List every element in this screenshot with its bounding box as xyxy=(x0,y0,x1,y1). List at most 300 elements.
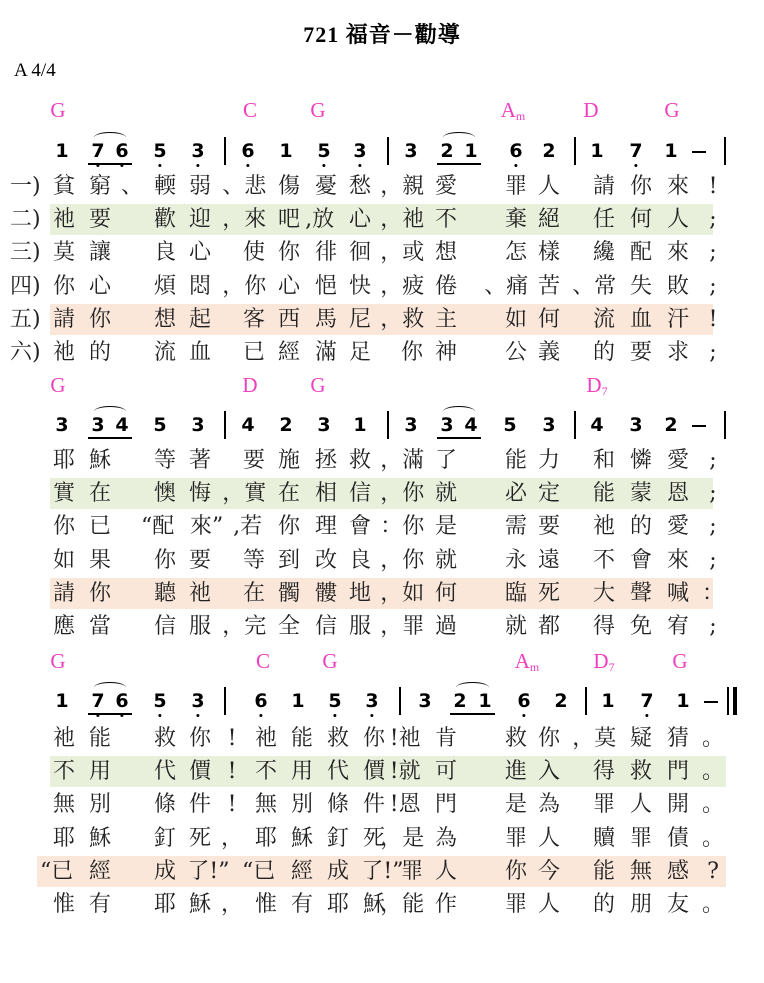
lyric-syllable: ! xyxy=(227,759,237,785)
note: 1 xyxy=(664,140,678,162)
lyric-syllable: 門 xyxy=(666,759,690,785)
lyric-syllable: 服 xyxy=(348,614,372,639)
note: 5 xyxy=(328,692,341,711)
lyric-syllable: 服 xyxy=(188,614,212,639)
lyric-syllable: 無 xyxy=(52,792,76,818)
lyric-syllable: 為 xyxy=(537,792,561,818)
note: 5 xyxy=(503,414,517,436)
note: 3 xyxy=(191,692,204,711)
lower-octave-dot xyxy=(246,164,249,167)
lower-octave-dot xyxy=(634,164,637,167)
lyric-syllable: 想 xyxy=(153,306,177,332)
lyric-syllable: 徊 xyxy=(348,240,372,266)
note: 3 xyxy=(629,414,643,436)
lyric-syllable: ，祂 xyxy=(380,207,425,233)
chord-symbol: G xyxy=(50,373,66,397)
verse-number: 五) xyxy=(10,306,41,332)
verse-number: 二) xyxy=(10,207,41,233)
lyric-syllable: ; xyxy=(709,207,717,233)
lyric-syllable: 的 xyxy=(88,340,112,365)
lyric-syllable: 就 xyxy=(434,547,458,573)
note: 5 xyxy=(153,414,167,436)
lyric-syllable: ，滿 xyxy=(380,448,425,473)
lyric-syllable: 能 xyxy=(290,726,314,751)
lyric-syllable: 失 xyxy=(629,273,653,299)
note: 3 xyxy=(365,692,378,711)
lyric-syllable: 在 xyxy=(88,481,112,507)
lyric-syllable: 大 xyxy=(592,580,616,606)
lyric-syllable: ; xyxy=(709,614,717,639)
lyric-syllable: 。 xyxy=(701,892,725,917)
lyric-syllable: 耶 xyxy=(326,892,350,917)
note: 5 xyxy=(153,692,166,711)
lyric-syllable: 已 xyxy=(242,340,266,365)
note: 3 xyxy=(317,414,331,436)
lyric-syllable: 貧 xyxy=(52,174,76,199)
note: 2 xyxy=(453,690,467,712)
lyric-syllable: 臨 xyxy=(504,580,528,606)
chord-symbol: C xyxy=(242,98,258,122)
verse-number: 三) xyxy=(10,240,41,266)
lyric-syllable: 代 xyxy=(153,759,177,785)
sustain-dash xyxy=(692,151,706,153)
lyric-syllable: 想 xyxy=(434,240,458,266)
lyric-syllable: 喊 xyxy=(666,580,690,606)
note: 4 xyxy=(590,414,604,436)
lyric-syllable: 今 xyxy=(537,858,561,884)
lyric-syllable: 為 xyxy=(434,825,458,851)
lyric-syllable: 、痛 xyxy=(484,273,529,299)
lyric-syllable: 實 xyxy=(52,481,76,507)
lyric-syllable: 穌 xyxy=(88,448,112,473)
lyric-syllable: 友 xyxy=(666,892,690,917)
lyric-syllable: 任 xyxy=(592,207,616,233)
lyric-syllable: 死 xyxy=(188,825,212,851)
note: 3 xyxy=(542,414,556,436)
lyric-syllable: 你 xyxy=(400,340,424,365)
lyric-syllable: 信 xyxy=(314,614,338,639)
lyric-syllable: 要 xyxy=(242,448,266,473)
lyric-syllable: 死 xyxy=(537,580,561,606)
lyric-syllable: 血 xyxy=(188,340,212,365)
lyric-syllable: ，如 xyxy=(380,580,425,606)
lyric-syllable: 的 xyxy=(629,514,653,540)
lower-octave-dot xyxy=(196,164,199,167)
lyric-syllable: 需 xyxy=(504,514,528,540)
lyric-syllable: 穌 xyxy=(88,825,112,851)
lyric-syllable: 全 xyxy=(277,614,301,639)
eighth-note-beam xyxy=(437,437,481,439)
final-bar-thin xyxy=(727,687,729,715)
note: 3 xyxy=(91,414,105,436)
lower-octave-dot xyxy=(358,164,361,167)
lyric-syllable: 有 xyxy=(88,892,112,917)
lyric-syllable: 已 xyxy=(88,514,112,540)
lyric-syllable: 條 xyxy=(326,792,350,818)
lyric-syllable: 、 xyxy=(120,174,144,199)
lyric-syllable: 窮 xyxy=(88,174,112,199)
lyric-syllable: ? xyxy=(707,858,719,884)
lyric-syllable: 成 xyxy=(326,858,350,884)
lyric-syllable: 心 xyxy=(348,207,372,233)
lyric-syllable: 別 xyxy=(88,792,112,818)
lower-octave-dot xyxy=(522,714,525,717)
lyric-syllable: 髑 xyxy=(277,580,301,606)
sustain-dash xyxy=(692,425,706,427)
note: 3 xyxy=(418,690,432,712)
lyric-syllable: 了!” xyxy=(361,858,404,884)
chord-quality: 7 xyxy=(601,384,608,398)
lyric-syllable: ; xyxy=(709,240,717,266)
lyric-syllable: 血 xyxy=(629,306,653,332)
lyric-syllable: 配 xyxy=(629,240,653,266)
lyric-syllable: 悔 xyxy=(188,481,212,507)
note: 5 xyxy=(317,142,330,161)
lyric-syllable: !祂 xyxy=(389,726,421,751)
lyric-syllable: 足 xyxy=(348,340,372,365)
lyric-syllable: 了 xyxy=(434,448,458,473)
lyric-syllable: ! xyxy=(227,726,237,751)
lyric-syllable: 快 xyxy=(348,273,372,299)
lyric-syllable: ; xyxy=(709,273,717,299)
note: 6 xyxy=(509,142,522,161)
lyric-syllable: 門 xyxy=(434,792,458,818)
lyric-syllable: 愛 xyxy=(666,448,690,473)
lyric-syllable: ; xyxy=(709,481,717,507)
verse-number: 六) xyxy=(10,340,41,365)
lyric-syllable: 何 xyxy=(434,580,458,606)
lyric-syllable: 惟 xyxy=(52,892,76,917)
lyric-syllable: 聲 xyxy=(629,580,653,606)
chord-quality: m xyxy=(529,660,540,674)
lyric-syllable: ,若 xyxy=(233,514,263,540)
lyric-syllable: 恩 xyxy=(666,481,690,507)
lyric-syllable: 悒 xyxy=(314,273,338,299)
eighth-note-beam xyxy=(437,163,481,165)
lyric-syllable: 流 xyxy=(592,306,616,332)
lyric-syllable: 進 xyxy=(504,759,528,785)
lyric-syllable: 到 xyxy=(277,547,301,573)
lyric-syllable: 救 xyxy=(348,448,372,473)
lower-octave-dot xyxy=(370,714,373,717)
lyric-syllable: 來 xyxy=(666,174,690,199)
lyric-syllable: 懊 xyxy=(153,481,177,507)
lyric-syllable: 定 xyxy=(537,481,561,507)
lyric-syllable: 莫 xyxy=(52,240,76,266)
lyric-syllable: ，或 xyxy=(380,240,425,266)
slur-arc xyxy=(443,406,475,417)
lyric-syllable: 經 xyxy=(277,340,301,365)
lyric-syllable: 。 xyxy=(701,825,725,851)
lyric-syllable: 要 xyxy=(537,514,561,540)
lyric-syllable: 罪 xyxy=(504,892,528,917)
lyric-syllable: 憐 xyxy=(629,448,653,473)
lyric-syllable: 信 xyxy=(348,481,372,507)
lyric-syllable: ! xyxy=(708,174,718,199)
lyric-syllable: 汗 xyxy=(666,306,690,332)
bar-line xyxy=(224,137,226,165)
lyric-syllable: 朋 xyxy=(629,892,653,917)
lyric-syllable: 請 xyxy=(52,580,76,606)
note: 3 xyxy=(191,142,204,161)
lyric-syllable: 你 xyxy=(537,726,561,751)
lyric-syllable: 來 xyxy=(666,547,690,573)
lyric-syllable: 改 xyxy=(314,547,338,573)
lyric-syllable: 罪 xyxy=(400,858,424,884)
lyric-syllable: 不 xyxy=(52,759,76,785)
lyric-syllable: ! xyxy=(227,792,237,818)
lyric-syllable: ， xyxy=(220,892,244,917)
lyric-syllable: 無 xyxy=(254,792,278,818)
lyric-syllable: 罪 xyxy=(504,825,528,851)
lyric-syllable: 良 xyxy=(153,240,177,266)
lyric-syllable: ，莫 xyxy=(572,726,617,751)
lyric-syllable: 悶 xyxy=(188,273,212,299)
note: 6 xyxy=(115,692,128,711)
verse-number: 四) xyxy=(10,273,41,299)
note: 1 xyxy=(464,140,478,162)
chord-symbol: G xyxy=(672,649,688,673)
lyric-syllable: 宥 xyxy=(666,614,690,639)
lyric-syllable: 用 xyxy=(290,759,314,785)
lyric-syllable: 人 xyxy=(537,892,561,917)
lyric-syllable: 何 xyxy=(629,207,653,233)
lyric-syllable: ，完 xyxy=(222,614,267,639)
lyric-syllable: 怎 xyxy=(504,240,528,266)
verse-highlight-band xyxy=(50,756,726,787)
lyric-syllable: 祂 xyxy=(188,580,212,606)
lyric-syllable: 應 xyxy=(52,614,76,639)
lyric-syllable: 條 xyxy=(153,792,177,818)
lyric-syllable: 流 xyxy=(153,340,177,365)
lyric-syllable: 來” xyxy=(190,514,224,540)
chord-symbol: $A_m$ xyxy=(514,649,540,674)
lyric-syllable: 穌 xyxy=(188,892,212,917)
lyric-syllable: 義 xyxy=(537,340,561,365)
lyric-syllable: 經 xyxy=(290,858,314,884)
lyric-syllable: 請 xyxy=(52,306,76,332)
lyric-syllable: “配 xyxy=(141,514,175,540)
note: 2 xyxy=(440,140,454,162)
note: 1 xyxy=(291,690,305,712)
lyric-syllable: 人 xyxy=(434,858,458,884)
lyric-syllable: 得 xyxy=(592,759,616,785)
lyric-syllable: 在 xyxy=(242,580,266,606)
note: 7 xyxy=(629,142,642,161)
lyric-syllable: 主 xyxy=(434,306,458,332)
lyric-syllable: 耶 xyxy=(52,448,76,473)
bar-line xyxy=(224,687,226,715)
note: 3 xyxy=(353,142,366,161)
lyric-syllable: 是 xyxy=(434,514,458,540)
lyric-syllable: 能 xyxy=(592,858,616,884)
lyric-syllable: 罪 xyxy=(504,174,528,199)
lyric-syllable: 惟 xyxy=(254,892,278,917)
lyric-syllable: 神 xyxy=(434,340,458,365)
chord-symbol: $D_7$ xyxy=(593,649,615,674)
lyric-syllable: 人 xyxy=(537,825,561,851)
note: 2 xyxy=(664,414,678,436)
lyric-syllable: ： xyxy=(701,580,725,606)
lyric-syllable: 心 xyxy=(277,273,301,299)
lyric-syllable: 穌 xyxy=(362,892,386,917)
lyric-syllable: 會 xyxy=(629,547,653,573)
lyric-syllable: 讓 xyxy=(88,240,112,266)
lyric-syllable: 公 xyxy=(504,340,528,365)
note: 3 xyxy=(440,414,454,436)
note: 2 xyxy=(554,690,568,712)
lyric-syllable: ：你 xyxy=(380,514,425,540)
lyric-syllable: 當 xyxy=(88,614,112,639)
lyric-syllable: 你 xyxy=(153,547,177,573)
note: 3 xyxy=(404,140,418,162)
lyric-syllable: 救 xyxy=(326,726,350,751)
note: 1 xyxy=(478,690,492,712)
lyric-syllable: ，你 xyxy=(222,273,267,299)
lyric-syllable: 代 xyxy=(326,759,350,785)
lyric-syllable: 客 xyxy=(242,306,266,332)
lyric-syllable: ，來 xyxy=(222,207,267,233)
slur-arc xyxy=(94,132,126,143)
lyric-syllable: 絕 xyxy=(537,207,561,233)
lyric-syllable: 經 xyxy=(88,858,112,884)
lyric-syllable: 施 xyxy=(277,448,301,473)
lyric-syllable: 祂 xyxy=(254,726,278,751)
eighth-note-beam xyxy=(450,713,495,715)
lyric-syllable: ，能 xyxy=(380,892,425,917)
lyric-syllable: 馬 xyxy=(314,306,338,332)
note: 7 xyxy=(91,692,104,711)
lyric-syllable: 敗 xyxy=(666,273,690,299)
lyric-syllable: 樣 xyxy=(537,240,561,266)
note: 1 xyxy=(353,414,367,436)
lyric-syllable: 能 xyxy=(592,481,616,507)
lyric-syllable: 你 xyxy=(52,514,76,540)
hymn-title: 721 福音－勸導 xyxy=(303,22,461,47)
lyric-syllable: 債 xyxy=(666,825,690,851)
lyric-syllable: 憂 xyxy=(314,174,338,199)
lyric-syllable: 輭 xyxy=(153,174,177,199)
slur-arc xyxy=(94,406,126,417)
lyric-syllable: 成 xyxy=(153,858,177,884)
lyric-syllable: 你 xyxy=(504,858,528,884)
lyric-syllable: 在 xyxy=(277,481,301,507)
note: 4 xyxy=(241,414,255,436)
bar-line xyxy=(574,137,576,165)
lyric-syllable: 耶 xyxy=(254,825,278,851)
lyric-syllable: ; xyxy=(709,514,717,540)
lower-octave-dot xyxy=(333,714,336,717)
lyric-syllable: 了!” xyxy=(187,858,230,884)
lyric-syllable: !就 xyxy=(389,759,421,785)
lyric-syllable: 免 xyxy=(629,614,653,639)
bar-line xyxy=(224,411,226,439)
lyric-syllable: 救 xyxy=(629,759,653,785)
lyric-syllable: 心 xyxy=(188,240,212,266)
bar-line xyxy=(724,137,726,165)
lyric-syllable: 你 xyxy=(52,273,76,299)
lyric-syllable: 地 xyxy=(348,580,372,606)
lyric-syllable: 就 xyxy=(504,614,528,639)
note: 1 xyxy=(55,690,69,712)
chord-symbol: $A_m$ xyxy=(500,98,526,123)
lyric-syllable: 祂 xyxy=(592,514,616,540)
lyric-syllable: ， xyxy=(220,825,244,851)
lyric-syllable: 死 xyxy=(362,825,386,851)
lyric-syllable: 起 xyxy=(188,306,212,332)
lyric-syllable: 你 xyxy=(277,514,301,540)
lyric-syllable: 歡 xyxy=(153,207,177,233)
chord-symbol: G xyxy=(322,649,338,673)
lyric-syllable: 傷 xyxy=(277,174,301,199)
lyric-syllable: ，實 xyxy=(222,481,267,507)
note: 1 xyxy=(601,690,615,712)
lyric-syllable: 請 xyxy=(592,174,616,199)
note: 2 xyxy=(279,414,293,436)
lyric-syllable: 罪 xyxy=(592,792,616,818)
note: 4 xyxy=(464,414,478,436)
lyric-syllable: 疑 xyxy=(629,726,653,751)
verse-number: 一) xyxy=(10,174,41,199)
lyric-syllable: 苦 xyxy=(537,273,561,299)
lyric-syllable: 。 xyxy=(701,759,725,785)
chord-symbol: G xyxy=(310,373,326,397)
lyric-syllable: 可 xyxy=(434,759,458,785)
lyric-syllable: 吧 xyxy=(277,207,301,233)
lyric-syllable: 不 xyxy=(592,547,616,573)
lyric-syllable: ，疲 xyxy=(380,273,425,299)
chord-symbol: C xyxy=(255,649,271,673)
lower-octave-dot xyxy=(645,714,648,717)
note: 1 xyxy=(676,690,690,712)
lyric-syllable: 就 xyxy=(434,481,458,507)
chord-symbol: D xyxy=(583,98,599,122)
eighth-note-beam xyxy=(88,163,132,165)
lyric-syllable: 贖 xyxy=(592,825,616,851)
lyric-syllable: 理 xyxy=(314,514,338,540)
lyric-syllable: 不 xyxy=(434,207,458,233)
lyric-syllable: 聽 xyxy=(153,580,177,606)
lyric-syllable: 耶 xyxy=(153,892,177,917)
note: 7 xyxy=(91,142,104,161)
lyric-syllable: ! xyxy=(708,306,718,332)
lyric-syllable: 蒙 xyxy=(629,481,653,507)
note: 1 xyxy=(55,140,69,162)
lyric-syllable: 作 xyxy=(434,892,458,917)
lyric-syllable: 無 xyxy=(629,858,653,884)
lyric-syllable: 你 xyxy=(188,726,212,751)
lyric-syllable: 愛 xyxy=(666,514,690,540)
lyric-syllable: 都 xyxy=(537,614,561,639)
lyric-syllable: 釘 xyxy=(153,825,177,851)
chord-symbol: G xyxy=(50,649,66,673)
lyric-syllable: 罪 xyxy=(629,825,653,851)
lyric-syllable: 件 xyxy=(188,792,212,818)
lyric-syllable: ,放 xyxy=(305,207,335,233)
lyric-syllable: 尼 xyxy=(348,306,372,332)
lyric-syllable: 入 xyxy=(537,759,561,785)
lyric-syllable: 祂 xyxy=(52,726,76,751)
lyric-syllable: 、悲 xyxy=(222,174,267,199)
lyric-syllable: 心 xyxy=(88,273,112,299)
lyric-syllable: 會 xyxy=(348,514,372,540)
lyric-syllable: 著 xyxy=(188,448,212,473)
bar-line xyxy=(585,687,587,715)
lyric-syllable: 不 xyxy=(254,759,278,785)
lyric-syllable: 你 xyxy=(88,306,112,332)
lyric-syllable: 感 xyxy=(666,858,690,884)
lyric-syllable: !恩 xyxy=(389,792,421,818)
